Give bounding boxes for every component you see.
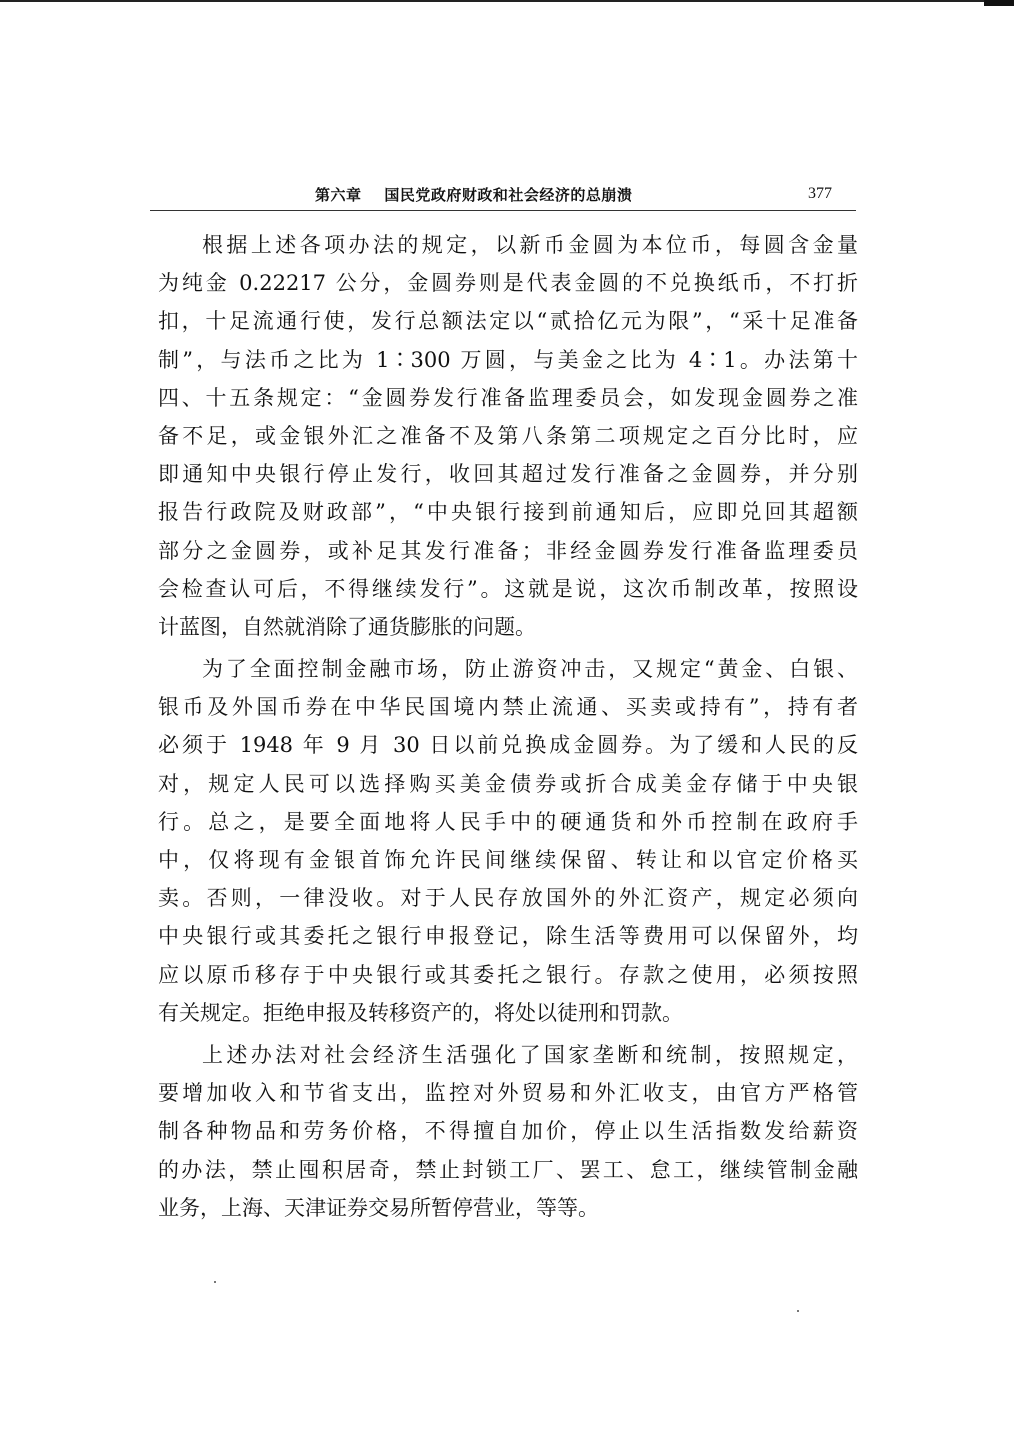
scan-speck [797,1310,799,1312]
text-line: 为了全面控制金融市场，防止游资冲击，又规定“黄金、白银、 [202,657,858,682]
text-line: 计蓝图，自然就消除了通货膨胀的问题。 [158,614,536,639]
paragraph [158,1036,858,1227]
text-line: 业务，上海、天津证券交易所暂停营业，等等。 [158,1195,599,1220]
text-line: 根据上述各项办法的规定，以新币金圆为本位币，每圆含金量 [202,233,858,257]
paragraph [158,650,858,1032]
text-line: 的办法，禁止囤积居奇，禁止封锁工厂、罢工、怠工，继续管制金融 [158,1157,858,1182]
paragraph [158,226,858,646]
header-rule [150,210,856,211]
running-header [150,184,856,210]
text-line: 卖。否则，一律没收。对于人民存放国外的外汇资产，规定必须向 [158,886,858,911]
text-line: 上述办法对社会经济生活强化了国家垄断和统制，按照规定， [202,1042,858,1067]
text-line: 银币及外国币券在中华民国境内禁止流通、买卖或持有”，持有者 [158,695,858,720]
text-line: 应以原币移存于中央银行或其委托之银行。存款之使用，必须按照 [158,962,858,987]
text-line: 对，规定人民可以选择购买美金债券或折合成美金存储于中央银 [158,771,858,796]
body-text [158,226,858,1227]
text-line: 备不足，或金银外汇之准备不及第八条第二项规定之百分比时，应 [158,423,858,448]
page-number: 377 [808,185,832,202]
chapter-title: 第六章 国民党政府财政和社会经济的总崩溃 [315,186,633,204]
text-line: 必须于 1948 年 9 月 30 日以前兑换成金圆券。为了缓和人民的反 [158,733,858,758]
text-line: 要增加收入和节省支出，监控对外贸易和外汇收支，由官方严格管 [158,1081,858,1106]
text-line: 报告行政院及财政部”，“中央银行接到前通知后，应即兑回其超额 [158,500,858,525]
scan-speck [214,1281,216,1283]
scan-border-top [0,0,1014,2]
text-line: 部分之金圆券，或补足其发行准备；非经金圆券发行准备监理委员 [158,538,858,563]
text-line: 中央银行或其委托之银行申报登记，除生活等费用可以保留外，均 [158,924,858,949]
text-line: 四、十五条规定：“金圆券发行准备监理委员会，如发现金圆券之准 [158,385,858,410]
scan-corner-mark [984,0,1014,6]
text-line: 为纯金 0.22217 公分，金圆券则是代表金圆的不兑换纸币，不打折 [158,271,858,296]
text-line: 即通知中央银行停止发行，收回其超过发行准备之金圆券，并分别 [158,462,858,487]
text-line: 有关规定。拒绝申报及转移资产的，将处以徒刑和罚款。 [158,1000,683,1025]
text-line: 制”，与法币之比为 1∶300 万圆，与美金之比为 4∶1。办法第十 [158,347,858,372]
text-line: 行。总之，是要全面地将人民手中的硬通货和外币控制在政府手 [158,809,858,834]
text-line: 扣，十足流通行使，发行总额法定以“贰拾亿元为限”，“采十足准备 [158,309,858,334]
text-line: 中，仅将现有金银首饰允许民间继续保留、转让和以官定价格买 [158,848,858,872]
text-line: 会检查认可后，不得继续发行”。这就是说，这次币制改革，按照设 [158,576,858,601]
text-line: 制各种物品和劳务价格，不得擅自加价，停止以生活指数发给薪资 [158,1119,858,1144]
